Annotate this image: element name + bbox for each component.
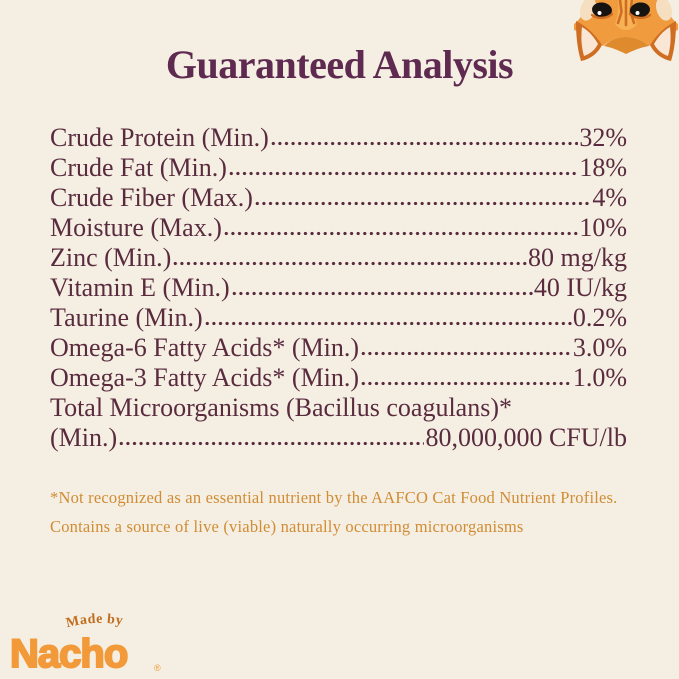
logo-tagline: Made by [64, 611, 125, 632]
logo-brand-wordmark: Nacho [10, 632, 128, 675]
cat-face-icon [574, 0, 678, 66]
row-label: Crude Fiber (Max.) [50, 183, 253, 212]
dot-leader [172, 256, 527, 266]
row-value: 10% [579, 213, 627, 242]
row-value: 3.0% [572, 333, 627, 362]
dot-leader [360, 376, 572, 386]
row-label: Crude Fat (Min.) [50, 153, 227, 182]
dot-leader [231, 286, 533, 296]
row-value: 32% [579, 123, 627, 152]
page-title: Guaranteed Analysis [165, 42, 514, 87]
row-label: Moisture (Max.) [50, 213, 222, 242]
dot-leader [513, 406, 626, 416]
analysis-row-omega-3 [50, 363, 627, 393]
row-label: Taurine (Min.) [50, 303, 203, 332]
analysis-row-crude-protein [50, 123, 627, 153]
aafco-footnote [0, 483, 679, 541]
row-value: 18% [579, 153, 627, 182]
row-label: Omega-6 Fatty Acids* (Min.) [50, 333, 360, 362]
analysis-row-omega-6 [50, 333, 627, 363]
analysis-row-vitamin-e [50, 273, 627, 303]
row-value: 80 mg/kg [528, 243, 627, 272]
row-label: (Min.) [50, 423, 118, 452]
footnote-line-1: *Not recognized as an essential nutrient by the AAFCO Cat Food Nutrient Profiles. [50, 488, 618, 507]
row-value: 40 IU/kg [533, 273, 627, 302]
dot-leader [360, 346, 572, 356]
row-value: 1.0% [572, 363, 627, 392]
dot-leader [118, 436, 424, 446]
footnote-line-2: Contains a source of live (viable) naturally occurring microorganisms [50, 517, 524, 536]
analysis-row-crude-fat [50, 153, 627, 183]
analysis-list [0, 123, 679, 453]
row-label: Crude Protein (Min.) [50, 123, 269, 152]
analysis-row-crude-fiber [50, 183, 627, 213]
dot-leader [254, 196, 591, 206]
row-label: Omega-3 Fatty Acids* (Min.) [50, 363, 360, 392]
logo-trademark-symbol: ® [154, 663, 161, 673]
svg-text:Made by [65, 612, 125, 631]
analysis-row-taurine [50, 303, 627, 333]
dot-leader [270, 136, 579, 146]
analysis-row-moisture [50, 213, 627, 243]
analysis-row-zinc [50, 243, 627, 273]
row-label: Vitamin E (Min.) [50, 273, 230, 302]
row-value: 4% [592, 183, 627, 212]
row-label: Zinc (Min.) [50, 243, 172, 272]
made-by-nacho-logo [8, 611, 183, 675]
dot-leader [228, 166, 578, 176]
analysis-row-total-microorganisms-min [50, 423, 627, 453]
row-value: 80,000,000 CFU/lb [425, 423, 627, 452]
dot-leader [204, 316, 572, 326]
row-label: Total Microorganisms (Bacillus coagulans)* [50, 393, 512, 422]
dot-leader [223, 226, 578, 236]
row-value: 0.2% [572, 303, 627, 332]
analysis-row-total-microorganisms [50, 393, 627, 423]
